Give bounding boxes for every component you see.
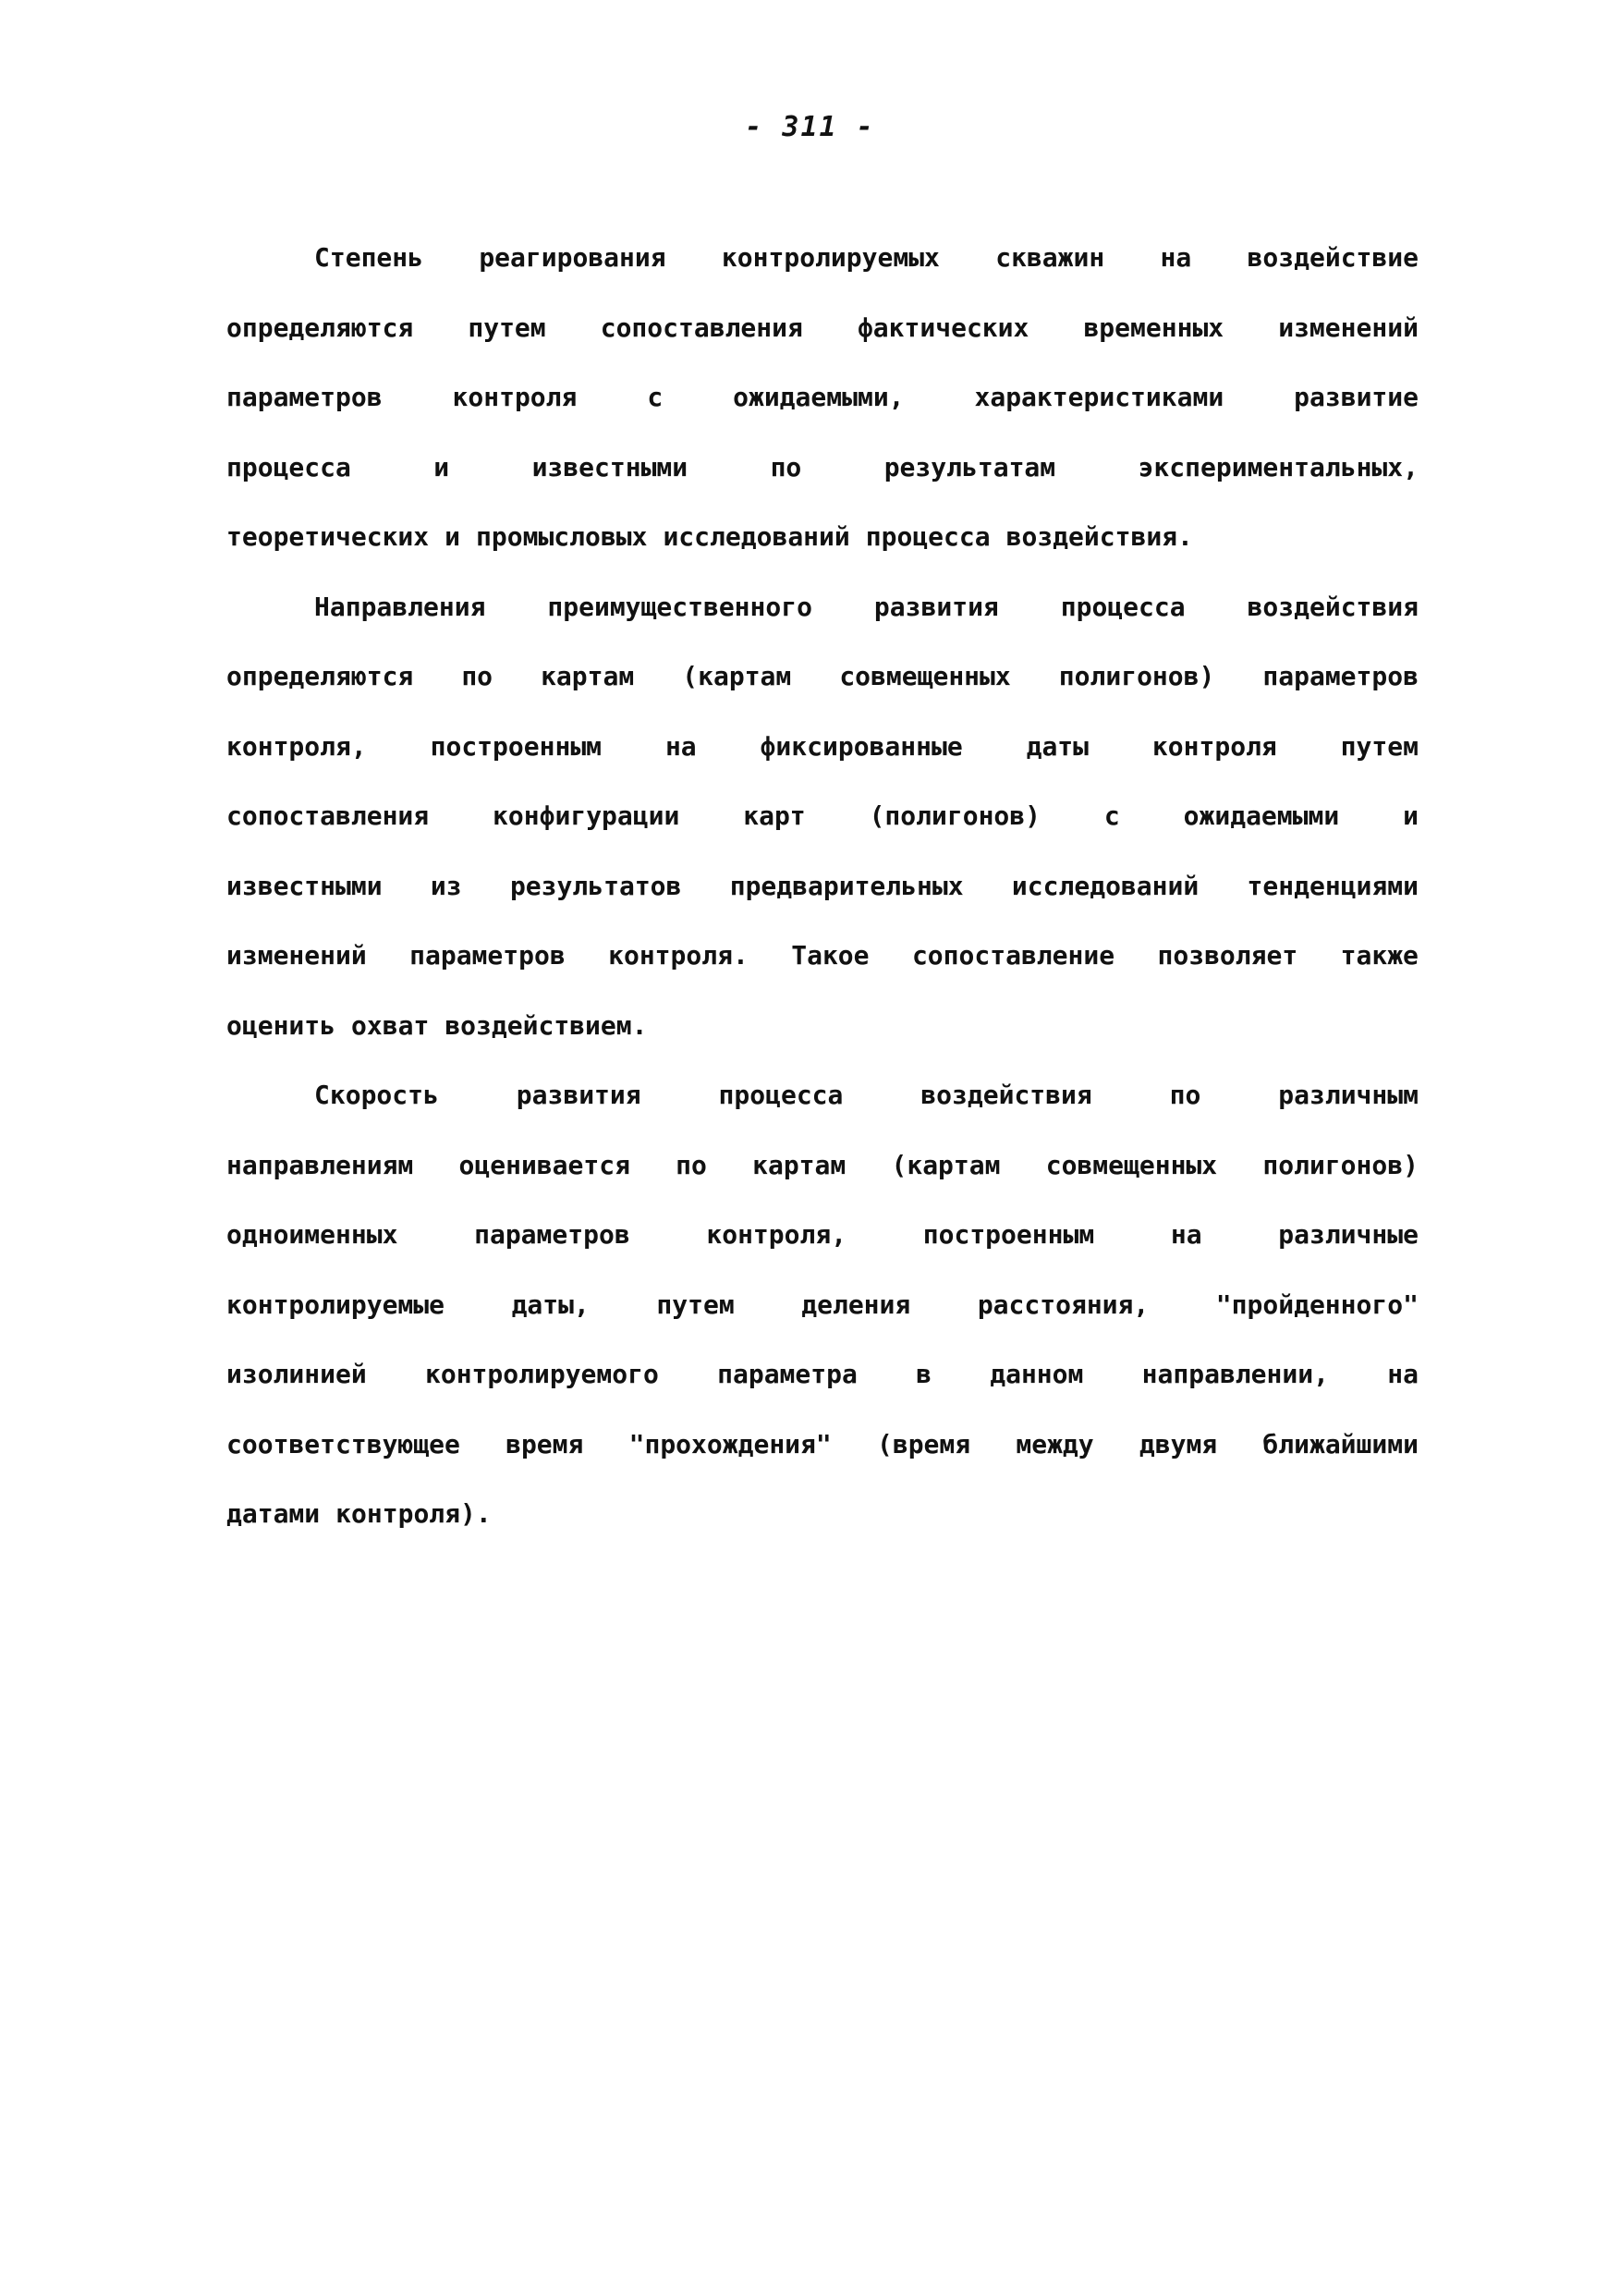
- word: даты,: [511, 1288, 590, 1320]
- text-line: [226, 303, 1419, 373]
- text-line: [226, 1280, 1419, 1350]
- word: также: [1340, 940, 1419, 971]
- word: на: [1170, 1219, 1202, 1250]
- word: данном: [990, 1359, 1084, 1389]
- word: по: [1169, 1080, 1201, 1110]
- word: оценивается: [458, 1149, 630, 1180]
- word: фиксированные: [760, 730, 963, 762]
- paragraph-1: [226, 233, 1419, 582]
- word: развитие: [1294, 382, 1419, 412]
- word: скважин: [995, 242, 1105, 273]
- word: развития: [873, 591, 999, 622]
- word: исследований: [663, 521, 850, 552]
- word: направлении,: [1141, 1359, 1329, 1389]
- word: ожидаемыми: [1183, 800, 1340, 831]
- word: (картам: [682, 661, 792, 691]
- word: соответствующее: [226, 1428, 460, 1459]
- word: полигонов): [1262, 1149, 1419, 1180]
- word: различные: [1278, 1219, 1419, 1250]
- word: деления: [801, 1288, 911, 1320]
- word: и: [1403, 800, 1419, 831]
- word: изменений: [1278, 311, 1419, 343]
- word: построенным: [430, 730, 603, 762]
- word: совмещенных: [839, 661, 1011, 691]
- word: контроля,: [706, 1219, 847, 1250]
- text-line: [226, 1350, 1419, 1420]
- word: сопоставления: [600, 311, 803, 343]
- word: воздействия: [920, 1080, 1092, 1110]
- text-line: [226, 1141, 1419, 1211]
- word: экспериментальных,: [1138, 451, 1419, 482]
- word: путем: [656, 1288, 735, 1320]
- word: контроля.: [608, 940, 749, 971]
- word: сопоставления: [226, 800, 430, 831]
- text-line: [226, 512, 1419, 582]
- word: определяются: [226, 661, 414, 691]
- word: конфигурации: [493, 800, 680, 831]
- word: сопоставление: [911, 940, 1115, 971]
- text-line: [226, 372, 1419, 443]
- word: контроля: [452, 382, 578, 412]
- word: с: [1103, 800, 1120, 831]
- text-line: [226, 233, 1419, 303]
- word: между: [1016, 1428, 1094, 1459]
- word: контроля: [1151, 730, 1277, 762]
- word: контролируемого: [424, 1359, 659, 1389]
- word: известными: [531, 451, 688, 482]
- word: с: [647, 382, 664, 412]
- word: контролируемые: [226, 1288, 445, 1320]
- word: тенденциями: [1247, 870, 1419, 901]
- word: известными: [226, 870, 383, 901]
- text-line: [226, 1420, 1419, 1490]
- paragraph-3: [226, 1070, 1419, 1559]
- word: преимущественного: [547, 591, 812, 622]
- body-text: [226, 233, 1419, 1559]
- word: временных: [1083, 311, 1224, 343]
- word: по: [770, 451, 802, 482]
- text-line: [226, 652, 1419, 722]
- text-line: [226, 1070, 1419, 1141]
- word: фактических: [857, 311, 1029, 343]
- word: результатам: [883, 451, 1056, 482]
- text-line: [226, 861, 1419, 932]
- word: воздействия: [1247, 591, 1419, 622]
- word: параметров: [226, 382, 383, 412]
- text-line: [226, 1489, 1419, 1559]
- text-line: [226, 582, 1419, 653]
- word: картам: [752, 1149, 847, 1180]
- word: теоретических: [226, 521, 430, 552]
- text-line: [226, 1210, 1419, 1280]
- word: предварительных: [729, 870, 964, 901]
- word: направлениям: [226, 1149, 414, 1180]
- word: путем: [1340, 730, 1419, 762]
- word: процесса: [865, 521, 991, 552]
- word: воздействие: [1247, 242, 1419, 273]
- word: контроля).: [335, 1498, 492, 1529]
- word: (время: [876, 1428, 971, 1459]
- word: процесса: [226, 451, 351, 482]
- text-line: [226, 722, 1419, 792]
- word: расстояния,: [977, 1288, 1150, 1320]
- word: по: [676, 1149, 707, 1180]
- word: по: [461, 661, 493, 691]
- word: параметров: [474, 1219, 630, 1250]
- word: реагирования: [479, 242, 666, 273]
- text-line: [226, 1001, 1419, 1071]
- word: воздействия.: [1005, 521, 1193, 552]
- word: время: [505, 1428, 584, 1459]
- word: параметров: [409, 940, 566, 971]
- word: изменений: [226, 940, 367, 971]
- word: "пройденного": [1215, 1288, 1419, 1320]
- word: изолинией: [226, 1359, 367, 1389]
- word: процесса: [718, 1080, 844, 1110]
- word: на: [664, 730, 697, 762]
- page-number: - 311 -: [745, 111, 875, 143]
- word: параметров: [1262, 661, 1419, 691]
- word: и: [445, 521, 461, 552]
- word: Степень: [314, 242, 424, 273]
- word: Такое: [791, 940, 870, 971]
- word: даты: [1026, 730, 1090, 762]
- word: различным: [1278, 1080, 1419, 1110]
- word: воздействием.: [445, 1009, 648, 1041]
- word: контролируемых: [721, 242, 940, 273]
- word: на: [1160, 242, 1192, 273]
- word: определяются: [226, 311, 414, 343]
- word: полигонов): [1058, 661, 1215, 691]
- word: оценить: [226, 1009, 336, 1041]
- word: результатов: [509, 870, 682, 901]
- word: путем: [468, 311, 546, 343]
- word: построенным: [922, 1219, 1095, 1250]
- word: позволяет: [1157, 940, 1298, 971]
- text-line: [226, 443, 1419, 513]
- word: и: [433, 451, 450, 482]
- text-line: [226, 931, 1419, 1001]
- word: в: [916, 1359, 932, 1389]
- word: охват: [351, 1009, 430, 1041]
- word: ожидаемыми,: [733, 382, 905, 412]
- word: характеристиками: [974, 382, 1224, 412]
- word: Направления: [314, 591, 486, 622]
- word: (картам: [891, 1149, 1001, 1180]
- word: процесса: [1060, 591, 1186, 622]
- word: двумя: [1139, 1428, 1218, 1459]
- word: из: [430, 870, 462, 901]
- word: Скорость: [314, 1080, 439, 1110]
- word: карт: [743, 800, 806, 831]
- word: параметра: [717, 1359, 858, 1389]
- word: "прохождения": [628, 1428, 832, 1459]
- word: датами: [226, 1498, 321, 1529]
- word: совмещенных: [1045, 1149, 1218, 1180]
- word: исследований: [1011, 870, 1200, 901]
- word: контроля,: [226, 730, 367, 762]
- word: на: [1387, 1359, 1419, 1389]
- word: одноименных: [226, 1219, 398, 1250]
- word: ближайшими: [1262, 1428, 1419, 1459]
- word: (полигонов): [869, 800, 1041, 831]
- text-line: [226, 791, 1419, 861]
- word: развития: [516, 1080, 641, 1110]
- word: промысловых: [476, 521, 648, 552]
- paragraph-2: [226, 582, 1419, 1071]
- word: картам: [541, 661, 635, 691]
